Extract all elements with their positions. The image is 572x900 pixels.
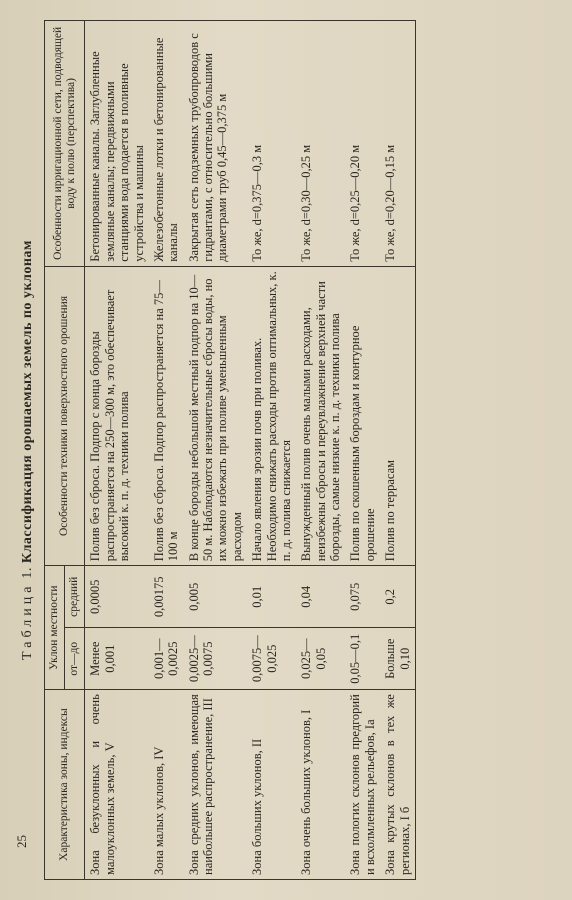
cell-avg: 0,0005: [85, 566, 149, 628]
page-number: 25: [14, 835, 29, 848]
caption-title: Классификация орошаемых земель по уклонам: [20, 240, 35, 564]
rotated-table-area: [14, 20, 554, 880]
cell-zone: Зона очень больших уклонов, I: [296, 690, 345, 880]
cell-range: 0,0075—0,025: [247, 628, 296, 690]
cell-avg: 0,005: [184, 566, 248, 628]
cell-zone: Зона крутых склонов в тех же регионах, I б: [380, 690, 415, 880]
header-network: Особенности ирригационной сети, подводящей воду к полю (перспектива): [45, 21, 85, 267]
table-caption: [20, 20, 36, 880]
table-row: [247, 21, 296, 880]
cell-network: Закрытая сеть подземных трубопроводов с гидрантами, с относительно большими диаметрами труб 0,45—0,375 м: [184, 21, 248, 267]
cell-technique: Вынужденный полив очень малыми расходами, неизбежны сбросы и переувлажнение верхней части борозды, самые низкие к. п. д. техники полива: [296, 266, 345, 566]
table-row: [380, 21, 415, 880]
cell-zone: Зона больших уклонов, II: [247, 690, 296, 880]
cell-zone: Зона пологих склонов предгорий и всхолмленных рельефов, Iа: [345, 690, 380, 880]
cell-technique: Полив по террасам: [380, 266, 415, 566]
cell-avg: 0,01: [247, 566, 296, 628]
header-zone: Характеристика зоны, индексы: [45, 690, 85, 880]
caption-prefix: Таблица: [20, 582, 35, 660]
cell-technique: Полив по скошенным бороздам и контурное орошение: [345, 266, 380, 566]
table-row: [184, 21, 248, 880]
slope-classification-table: [44, 20, 416, 880]
table-row: [85, 21, 149, 880]
cell-network: То же, d=0,20—0,15 м: [380, 21, 415, 267]
cell-technique: Полив без сброса. Подпор с конца борозды распространяется на 250—300 м, это обеспечивает высокий к. п. д. техники полива: [85, 266, 149, 566]
cell-range: Менее 0,001: [85, 628, 149, 690]
header-slope-avg: средний: [65, 566, 85, 628]
cell-network: То же, d=0,30—0,25 м: [296, 21, 345, 267]
cell-range: 0,05—0,1: [345, 628, 380, 690]
cell-range: 0,001—0,0025: [149, 628, 184, 690]
header-technique: Особенности техники поверхностного орошения: [45, 266, 85, 566]
table-row: [345, 21, 380, 880]
cell-zone: Зона малых уклонов, IV: [149, 690, 184, 880]
cell-zone: Зона безуклонных и очень малоуклонных земель, V: [85, 690, 149, 880]
cell-range: 0,0025—0,0075: [184, 628, 248, 690]
cell-zone: Зона средних уклонов, имеющая наибольшее распространение, III: [184, 690, 248, 880]
cell-network: То же, d=0,375—0,3 м: [247, 21, 296, 267]
cell-technique: В конце борозды небольшой местный подпор на 10—50 м. Наблюдаются незначительные сбросы воды, но их можно избежать при поливе уменьшенным расходом: [184, 266, 248, 566]
cell-avg: 0,00175: [149, 566, 184, 628]
caption-number: 1.: [20, 567, 35, 579]
table-row: [296, 21, 345, 880]
cell-network: Бетонированные каналы. Заглубленные земляные каналы; передвижными станциями вода подается в поливные устройства и машины: [85, 21, 149, 267]
cell-avg: 0,04: [296, 566, 345, 628]
table-row: [149, 21, 184, 880]
cell-avg: 0,2: [380, 566, 415, 628]
cell-technique: Полив без сброса. Подпор распространяется на 75—100 м: [149, 266, 184, 566]
cell-range: 0,025—0,05: [296, 628, 345, 690]
header-slope: Уклон местности: [45, 566, 65, 690]
cell-avg: 0,075: [345, 566, 380, 628]
header-slope-range: от—до: [65, 628, 85, 690]
cell-network: То же, d=0,25—0,20 м: [345, 21, 380, 267]
cell-range: Больше 0,10: [380, 628, 415, 690]
cell-technique: Начало явления эрозии почв при поливах. Необходимо снижать расходы против оптимальных, к. п. д. полива снижается: [247, 266, 296, 566]
cell-network: Железобетонные лотки и бетонированные каналы: [149, 21, 184, 267]
